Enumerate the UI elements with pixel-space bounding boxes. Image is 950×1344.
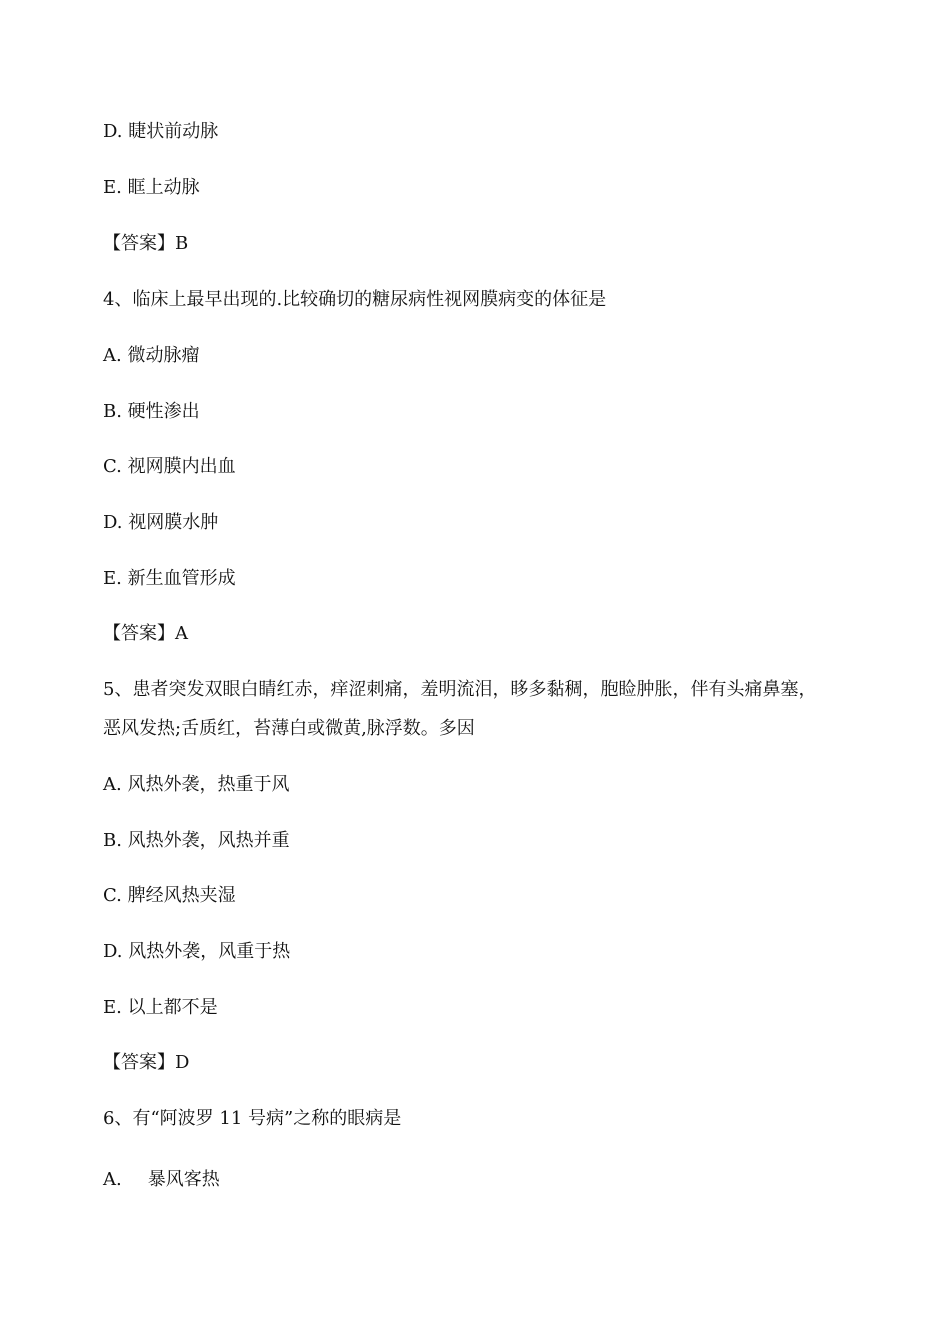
q5-stem-line2: 恶风发热;舌质红，苔薄白或微黄,脉浮数。多因 bbox=[103, 718, 475, 739]
q6-option-a-text: 暴风客热 bbox=[147, 1169, 220, 1190]
q3-option-d: D. 睫状前动脉 bbox=[103, 121, 219, 142]
q5-option-d: D. 风热外袭，风重于热 bbox=[103, 941, 291, 962]
q4-option-e: E. 新生血管形成 bbox=[103, 568, 236, 589]
q4-answer: 【答案】A bbox=[103, 623, 188, 644]
q4-option-c: C. 视网膜内出血 bbox=[103, 456, 236, 477]
q4-stem: 4、临床上最早出现的.比较确切的糖尿病性视网膜病变的体征是 bbox=[103, 289, 607, 310]
q6-option-a-letter: A. bbox=[103, 1169, 122, 1190]
q4-option-b: B. 硬性渗出 bbox=[103, 401, 200, 422]
q5-option-b: B. 风热外袭，风热并重 bbox=[103, 830, 290, 851]
q4-option-d: D. 视网膜水肿 bbox=[103, 512, 219, 533]
q5-option-a: A. 风热外袭，热重于风 bbox=[103, 774, 290, 795]
q4-option-a: A. 微动脉瘤 bbox=[103, 345, 200, 366]
q5-option-e: E. 以上都不是 bbox=[103, 997, 218, 1018]
q3-option-e: E. 眶上动脉 bbox=[103, 177, 200, 198]
q3-answer: 【答案】B bbox=[103, 233, 189, 254]
q5-answer: 【答案】D bbox=[103, 1052, 190, 1073]
q6-stem: 6、有“阿波罗 11 号病”之称的眼病是 bbox=[103, 1108, 402, 1129]
q5-option-c: C. 脾经风热夹湿 bbox=[103, 885, 236, 906]
q5-stem-line1: 5、患者突发双眼白睛红赤，痒涩刺痛，羞明流泪，眵多黏稠，胞睑肿胀，伴有头痛鼻塞， bbox=[103, 679, 817, 700]
q6-option-a bbox=[103, 1168, 220, 1192]
